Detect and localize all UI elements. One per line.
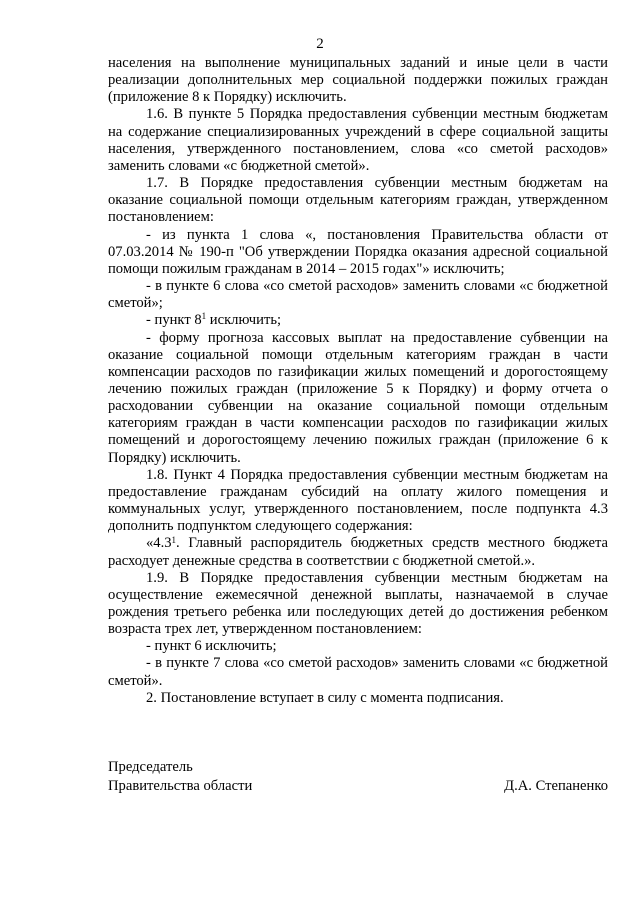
paragraph: - из пункта 1 слова «, постановления Правительства области от 07.03.2014 № 190-п "Об утверждении Порядка оказания адресной социальной помощи пожилым гражданам в 2014 – 2015 годах"» исключить;: [108, 226, 608, 277]
paragraph: 1.7. В Порядке предоставления субвенции местным бюджетам на оказание социальной помощи отдельным категориям граждан, утвержденном постановлением:: [108, 175, 608, 226]
signatory-title: Председатель: [108, 759, 193, 775]
superscript: 1: [171, 534, 177, 545]
signature-row: [108, 777, 608, 796]
paragraph-text: - пункт 8: [146, 312, 202, 329]
paragraph: - форму прогноза кассовых выплат на предоставление субвенции на оказание социальной помощи отдельным категориям граждан в части компенсации расходов по газификации жилых помещений и дорогостоящему лечению пожилых граждан (приложение 5 к Порядку) и форму отчета о расходовании субвенции на оказание социальной помощи отдельным категориям граждан в части компенсации расходов по газификации жилых помещений и дорогостоящему лечению пожилых граждан (приложение 6 к Порядку) исключить.: [108, 329, 608, 466]
page-number: 2: [316, 36, 324, 52]
paragraph: - пункт 6 исключить;: [146, 638, 277, 655]
paragraph-text: «4.3: [146, 535, 172, 552]
paragraph-text: исключить;: [206, 312, 282, 329]
paragraph: 1.8. Пункт 4 Порядка предоставления субвенции местным бюджетам на предоставление гражданам субсидий на оплату жилого помещения и коммунальных услуг, утвержденного постановлением, после подпункта 4.3 дополнить подпунктом следующего содержания:: [108, 466, 608, 535]
superscript: 1: [201, 311, 207, 322]
paragraph: населения на выполнение муниципальных заданий и иные цели в части реализации дополнительных мер социальной поддержки пожилых граждан (приложение 8 к Порядку) исключить.: [108, 55, 608, 106]
paragraph: 1.9. В Порядке предоставления субвенции местным бюджетам на осуществление ежемесячной денежной выплаты, назначаемой в случае рождения третьего ребенка или последующих детей до достижения ребенком возраста трех лет, утвержденном постановлением:: [108, 569, 608, 638]
paragraph: - в пункте 7 слова «со сметой расходов» заменить словами «с бюджетной сметой».: [108, 655, 608, 689]
paragraph: 2. Постановление вступает в силу с момента подписания.: [146, 689, 504, 706]
paragraph-text: . Главный распорядитель бюджетных средств местного бюджета расходует денежные средства в соответствии с бюджетной сметой.».: [108, 535, 608, 569]
signatory-name: Д.А. Степаненко: [504, 778, 608, 794]
document-body: [108, 55, 608, 707]
paragraph: 1.6. В пункте 5 Порядка предоставления субвенции местным бюджетам на содержание специализированных учреждений в сфере социальной защиты населения, утвержденного постановлением, слова «со сметой расходов» заменить словами «с бюджетной сметой».: [108, 106, 608, 174]
paragraph: [108, 535, 608, 569]
paragraph: [108, 312, 608, 329]
paragraph: - в пункте 6 слова «со сметой расходов» заменить словами «с бюджетной сметой»;: [108, 278, 608, 312]
signatory-title: Правительства области: [108, 778, 253, 794]
signature-block: [108, 758, 608, 796]
